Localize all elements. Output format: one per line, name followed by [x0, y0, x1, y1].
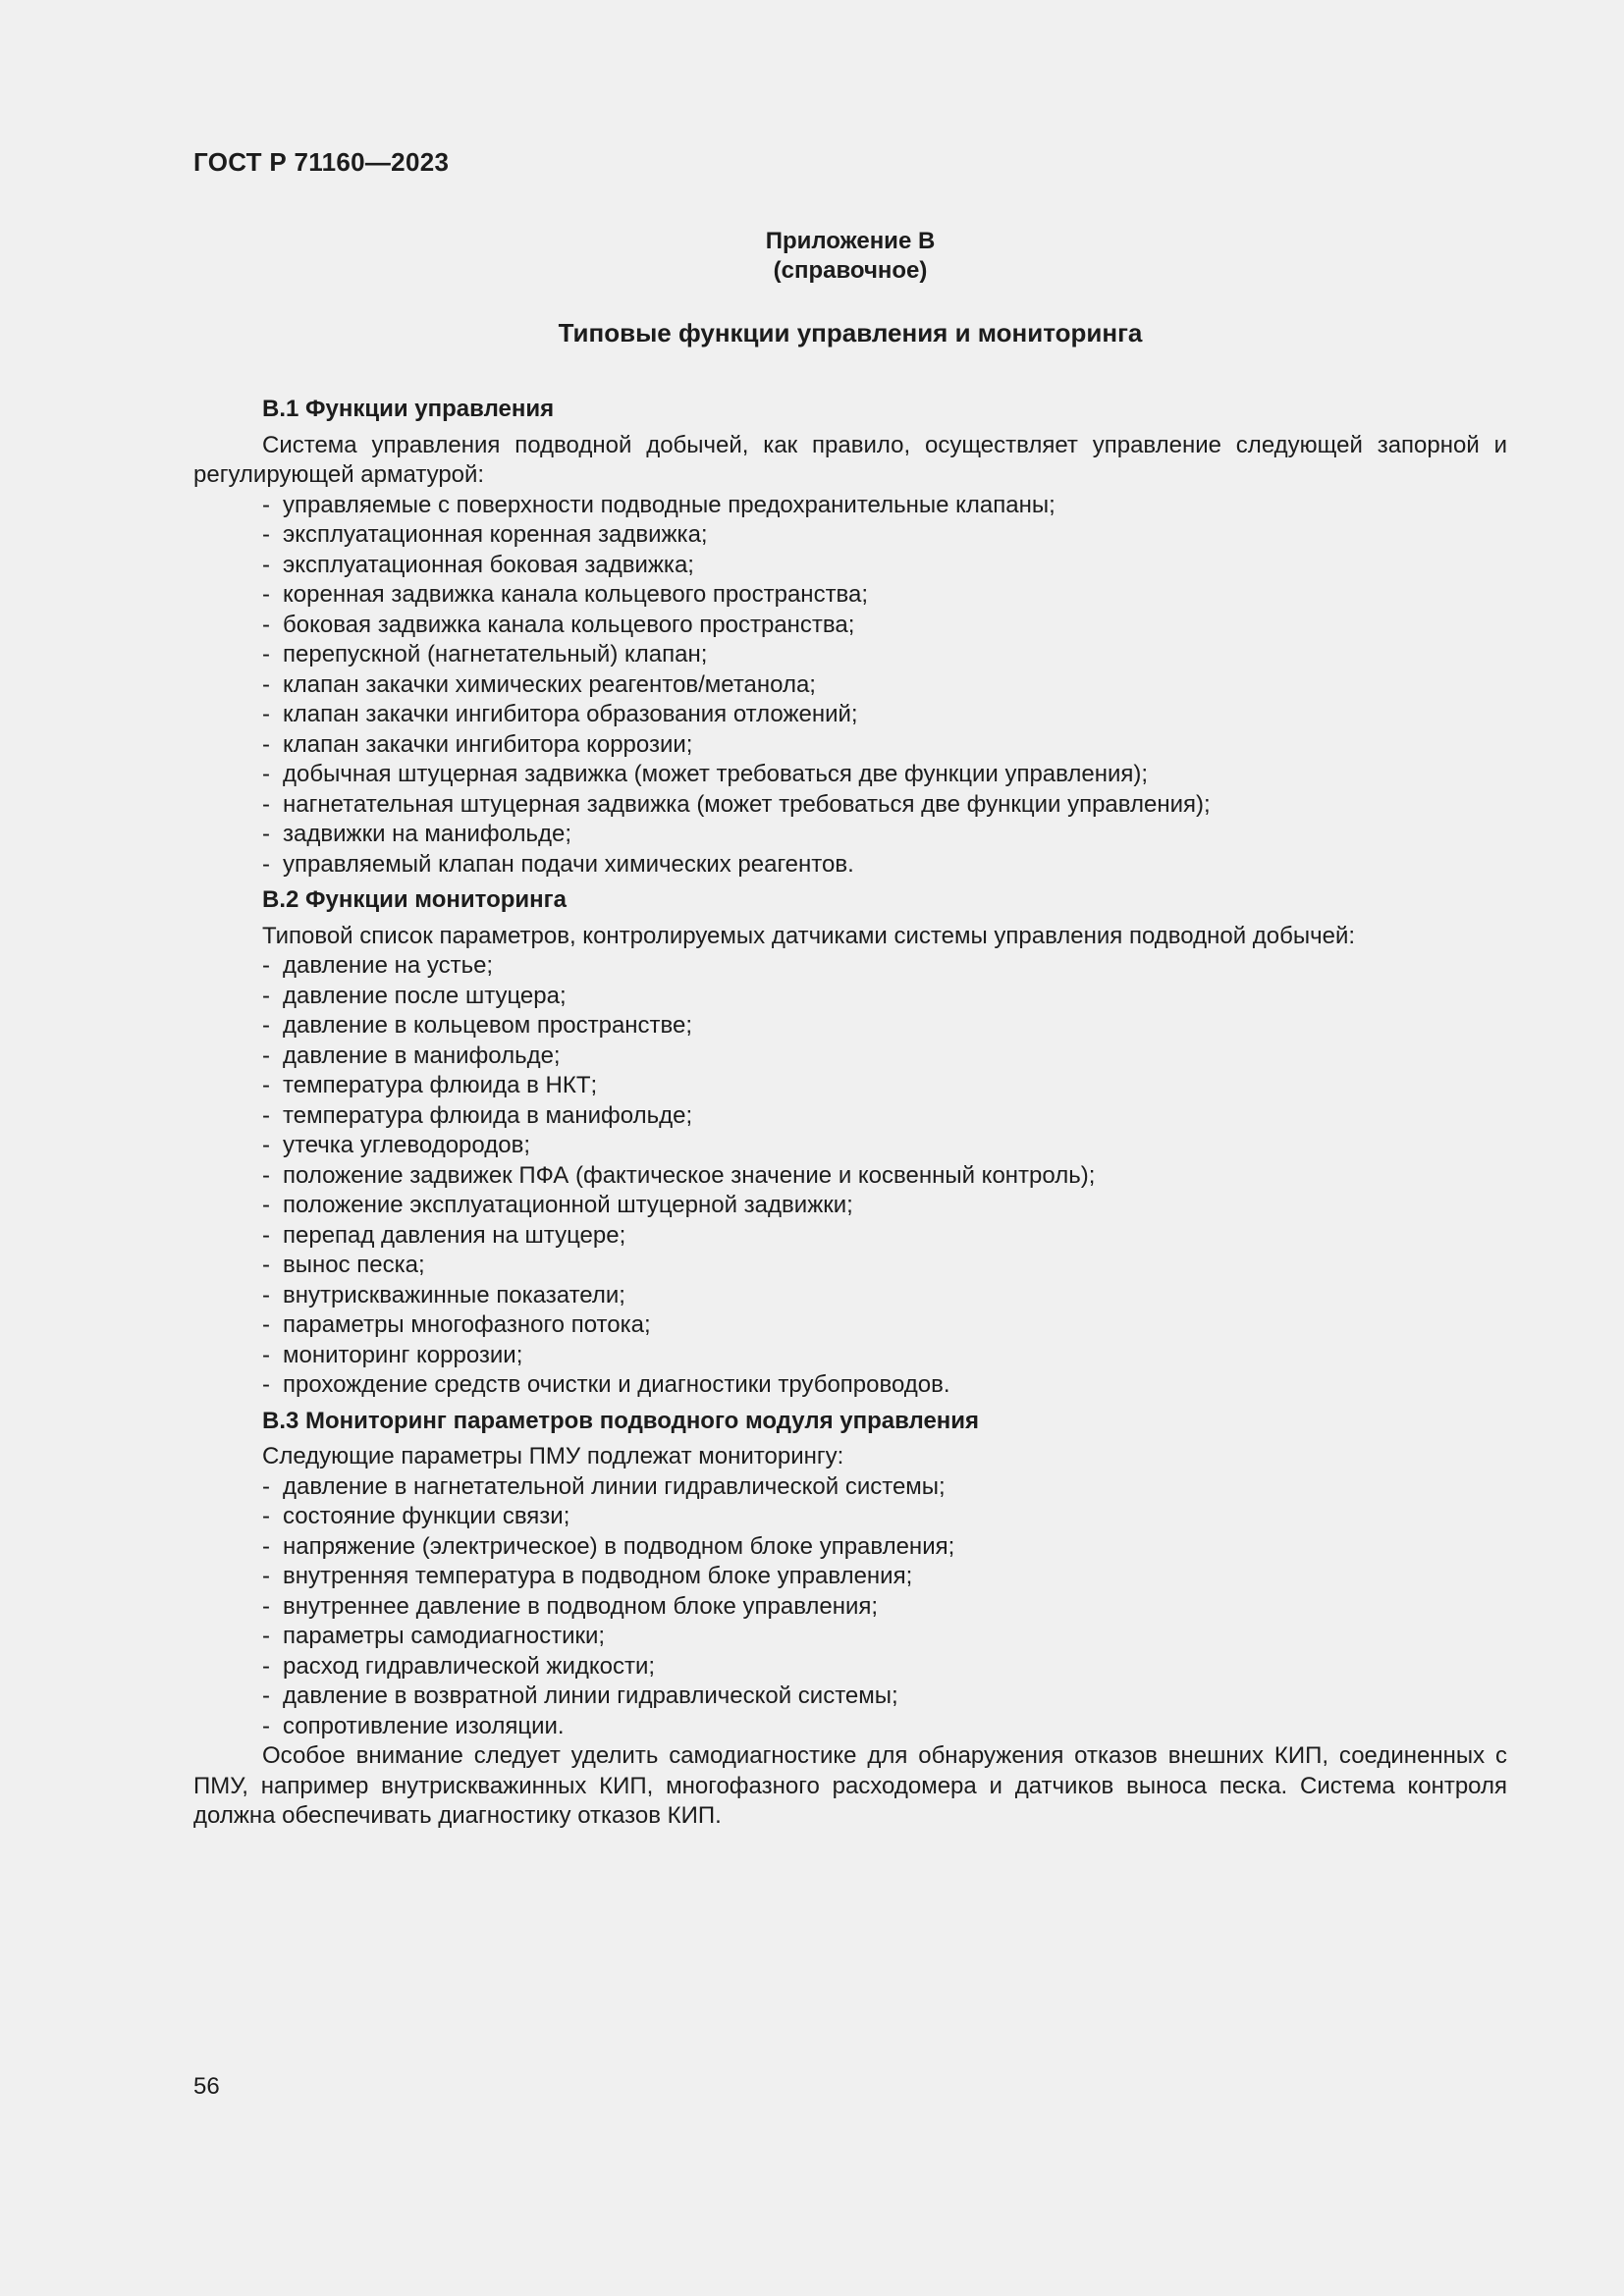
list-item-text: перепад давления на штуцере; — [283, 1221, 626, 1249]
list-dash: - — [262, 821, 270, 847]
list-dash: - — [262, 1252, 270, 1278]
list-dash: - — [262, 1472, 270, 1500]
list-item-text: коренная задвижка канала кольцевого пространства; — [283, 581, 869, 608]
list-dash: - — [262, 1041, 270, 1069]
list-item — [262, 1221, 1507, 1252]
list-dash: - — [262, 701, 270, 727]
list-item-text: внутрискважинные показатели; — [283, 1281, 625, 1308]
list-dash: - — [262, 1371, 270, 1398]
section-heading-b2: В.2 Функции мониторинга — [262, 886, 567, 913]
closing-paragraph: Особое внимание следует уделить самодиагностике для обнаружения отказов внешних КИП, соединенных с ПМУ, например внутрискважинных КИП, многофазного расходомера и датчиков выноса песка. Система контроля должна обеспечивать диагностику отказов КИП. — [193, 1742, 1507, 1829]
list-item-text: клапан закачки ингибитора коррозии; — [283, 730, 693, 758]
list-item-text: эксплуатационная коренная задвижка; — [283, 521, 708, 548]
list-item — [262, 1592, 1507, 1623]
list-item-text: вынос песка; — [283, 1252, 425, 1278]
list-item — [262, 1101, 1507, 1132]
document-body — [193, 395, 1507, 1832]
list-dash: - — [262, 551, 270, 578]
list-dash: - — [262, 1072, 270, 1098]
list-dash: - — [262, 581, 270, 608]
list-dash: - — [262, 521, 270, 548]
appendix-label-block — [193, 227, 1507, 286]
list-dash: - — [262, 1281, 270, 1308]
list-item-text: перепускной (нагнетательный) клапан; — [283, 641, 708, 667]
list-item — [262, 1281, 1507, 1311]
list-dash: - — [262, 1503, 270, 1529]
list-dash: - — [262, 1012, 270, 1039]
list-dash: - — [262, 1623, 270, 1649]
list-dash: - — [262, 1101, 270, 1129]
list-dash: - — [262, 1341, 270, 1368]
list-dash: - — [262, 1311, 270, 1338]
list-item — [262, 700, 1507, 730]
list-item-text: эксплуатационная боковая задвижка; — [283, 551, 694, 578]
list-item — [262, 611, 1507, 641]
list-item-text: давление в манифольде; — [283, 1041, 561, 1069]
list-item-text: положение задвижек ПФА (фактическое значение и косвенный контроль); — [283, 1161, 1096, 1189]
list-item-text: управляемый клапан подачи химических реагентов. — [283, 850, 854, 878]
list-item-text: мониторинг коррозии; — [283, 1341, 523, 1368]
list-item-text: боковая задвижка канала кольцевого пространства; — [283, 611, 855, 638]
list-dash: - — [262, 850, 270, 878]
list-item-text: клапан закачки химических реагентов/метанола; — [283, 670, 816, 698]
list-dash: - — [262, 1682, 270, 1709]
appendix-type: (справочное) — [773, 257, 928, 284]
list-item — [262, 760, 1507, 790]
list-item — [262, 951, 1507, 982]
list-item-text: нагнетательная штуцерная задвижка (может требоваться две функции управления); — [283, 790, 1211, 818]
section-heading-b1: В.1 Функции управления — [262, 396, 555, 422]
list-item-text: параметры многофазного потока; — [283, 1311, 651, 1338]
list-item — [262, 850, 1507, 881]
list-item-text: состояние функции связи; — [283, 1503, 570, 1529]
list-dash: - — [262, 1563, 270, 1589]
module-parameters-list — [193, 1472, 1507, 1742]
list-item — [262, 1310, 1507, 1341]
list-item-text: температура флюида в манифольде; — [283, 1101, 693, 1129]
list-item-text: внутренняя температура в подводном блоке управления; — [283, 1563, 913, 1589]
section-intro-b3: Следующие параметры ПМУ подлежат мониторингу: — [262, 1443, 844, 1469]
list-item-text: температура флюида в НКТ; — [283, 1072, 598, 1098]
section-intro-b1: Система управления подводной добычей, как правило, осуществляет управление следующей запорной и регулирующей арматурой: — [193, 431, 1507, 488]
list-dash: - — [262, 611, 270, 638]
list-dash: - — [262, 1712, 270, 1739]
list-dash: - — [262, 790, 270, 818]
list-dash: - — [262, 982, 270, 1009]
list-item — [262, 1370, 1507, 1401]
list-item-text: расход гидравлической жидкости; — [283, 1652, 656, 1680]
list-item — [262, 551, 1507, 581]
list-item-text: давление в нагнетательной линии гидравлической системы; — [283, 1472, 946, 1500]
list-item — [262, 790, 1507, 821]
list-item-text: прохождение средств очистки и диагностики трубопроводов. — [283, 1371, 950, 1398]
list-dash: - — [262, 730, 270, 758]
list-item — [262, 1622, 1507, 1652]
page-number: 56 — [193, 2073, 220, 2100]
list-item — [262, 1712, 1507, 1742]
list-dash: - — [262, 1592, 270, 1620]
list-item-text: давление после штуцера; — [283, 982, 567, 1009]
list-item — [262, 520, 1507, 551]
list-item-text: внутреннее давление в подводном блоке управления; — [283, 1592, 879, 1620]
monitoring-functions-list — [193, 951, 1507, 1401]
list-item — [262, 1041, 1507, 1072]
section-heading-b3: В.3 Мониторинг параметров подводного модуля управления — [262, 1407, 980, 1434]
list-item — [262, 1251, 1507, 1281]
list-item-text: положение эксплуатационной штуцерной задвижки; — [283, 1192, 853, 1218]
list-item — [262, 1562, 1507, 1592]
list-item — [262, 730, 1507, 761]
list-item-text: давление в кольцевом пространстве; — [283, 1012, 693, 1039]
list-item — [262, 820, 1507, 850]
list-item — [262, 1131, 1507, 1161]
list-dash: - — [262, 1652, 270, 1680]
list-dash: - — [262, 1161, 270, 1189]
list-item — [262, 1472, 1507, 1503]
list-item — [262, 1161, 1507, 1192]
list-item-text: утечка углеводородов; — [283, 1132, 530, 1158]
list-item — [262, 580, 1507, 611]
list-item — [262, 1502, 1507, 1532]
document-id: ГОСТ Р 71160—2023 — [193, 147, 450, 177]
appendix-title: Типовые функции управления и мониторинга — [558, 318, 1143, 347]
list-item-text: давление на устье; — [283, 952, 494, 979]
list-dash: - — [262, 1532, 270, 1560]
list-dash: - — [262, 952, 270, 979]
list-dash: - — [262, 761, 270, 787]
list-item — [262, 1652, 1507, 1682]
list-item-text: управляемые с поверхности подводные предохранительные клапаны; — [283, 491, 1056, 518]
list-dash: - — [262, 1192, 270, 1218]
list-item — [262, 640, 1507, 670]
section-intro-b2: Типовой список параметров, контролируемых датчиками системы управления подводной добычей: — [262, 922, 1356, 949]
list-dash: - — [262, 1132, 270, 1158]
list-item-text: напряжение (электрическое) в подводном блоке управления; — [283, 1532, 955, 1560]
list-dash: - — [262, 1221, 270, 1249]
list-item-text: сопротивление изоляции. — [283, 1712, 565, 1739]
list-item — [262, 1191, 1507, 1221]
list-item — [262, 1011, 1507, 1041]
appendix-label: Приложение В — [765, 228, 936, 254]
control-functions-list — [193, 491, 1507, 881]
list-item — [262, 1071, 1507, 1101]
list-item — [262, 491, 1507, 521]
list-item-text: задвижки на манифольде; — [283, 821, 572, 847]
list-dash: - — [262, 641, 270, 667]
list-dash: - — [262, 491, 270, 518]
list-item-text: давление в возвратной линии гидравлической системы; — [283, 1682, 898, 1709]
list-item — [262, 982, 1507, 1012]
list-item-text: добычная штуцерная задвижка (может требоваться две функции управления); — [283, 761, 1149, 787]
list-item-text: клапан закачки ингибитора образования отложений; — [283, 701, 858, 727]
list-dash: - — [262, 670, 270, 698]
list-item — [262, 1682, 1507, 1712]
list-item — [262, 670, 1507, 701]
list-item-text: параметры самодиагностики; — [283, 1623, 606, 1649]
list-item — [262, 1532, 1507, 1563]
list-item — [262, 1341, 1507, 1371]
